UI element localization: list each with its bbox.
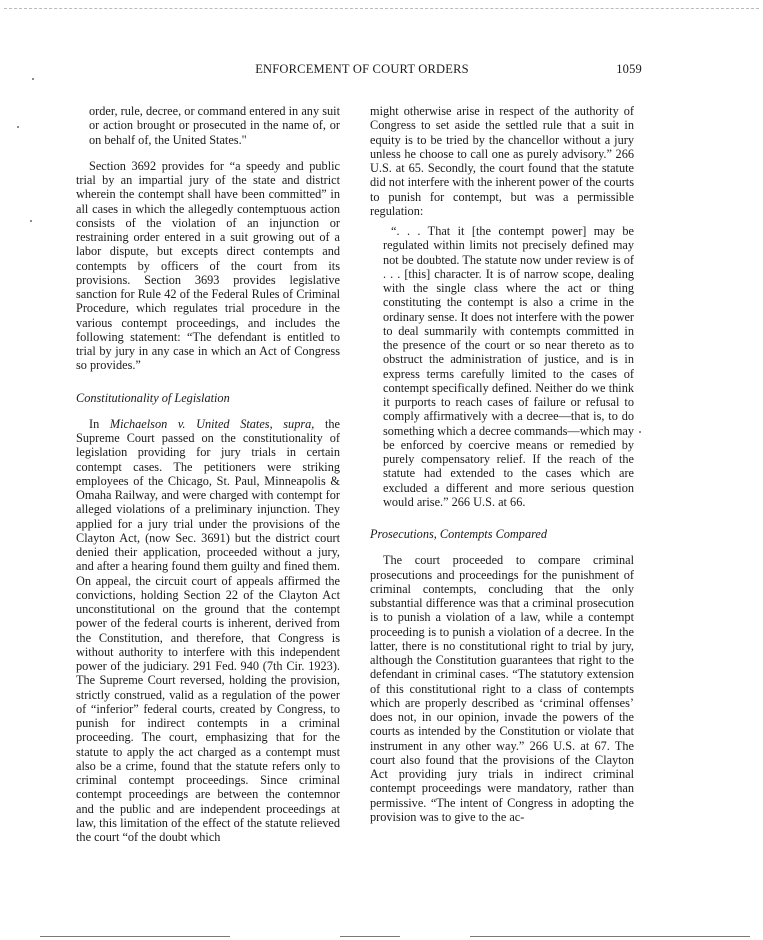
statute-quote-continuation: order, rule, decree, or command entered in any suit or action brought or prosecuted in the name of, or on behalf of, the United States."	[89, 104, 340, 147]
scan-speck	[17, 126, 19, 128]
paragraph-comparison: The court proceeded to compare criminal prosecutions and proceedings for the punishment of criminal contempts, concluding that the only substantial difference was that a criminal prosecution is to punish a violation of a law, while a contempt proceeding is to punish a violation of a decree. In the latter, there is no constitutional right to trial by jury, although the Constitution guarantees that right to the defendant in criminal cases. “The statutory extension of this constitutional right to a class of contempts which are properly described as ‘criminal offenses’ does not, in our opinion, invade the powers of the courts as intended by the Constitution or violate that instrument in any other way.” 266 U.S. at 67. The court also found that the provisions of the Clayton Act providing jury trials in indirect criminal contempt proceedings were mandatory, rather than permissive. “The intent of Congress in adopting the provision was to give to the ac-	[370, 553, 634, 824]
scan-bottom-rule	[470, 936, 750, 937]
block-quote-contempt-power: “. . . That it [the contempt power] may be regulated within limits not precisely defined may not be doubted. The statute now under review is of . . . [this] character. It is of narrow scope, dealing with the single class where the act or thing constituting the contempt is also a crime in the ordinary sense. It does not interfere with the power to deal summarily with contempts committed in the presence of the court or so near thereto as to obstruct the administration of justice, and is in express terms carefully limited to the cases of contempt specifically defined. Neither do we think it purports to reach cases of failure or refusal to comply affirmatively with a decree—that is, to do something which a decree commands—which may be enforced by coercive means or remedied by purely compensatory relief. If the reach of the statute had extended to the cases which are excluded a different and more serious question would arise.” 266 U.S. at 66.	[383, 224, 634, 509]
heading-constitutionality: Constitutionality of Legislation	[76, 390, 230, 405]
page-number: 1059	[616, 62, 642, 76]
paragraph-authority-of-congress: might otherwise arise in respect of the authority of Congress to set aside the settled rule that a suit in equity is to be tried by the chancellor without a jury unless he choose to call one as purely advisory.” 266 U.S. at 65. Secondly, the court found that the statute did not interfere with the inherent power of the courts to punish for contempt, but was a permissible regulation:	[370, 104, 634, 218]
scan-top-border	[4, 8, 759, 9]
case-citation: Michaelson v. United States, supra,	[109, 416, 315, 431]
paragraph-section-3692: Section 3692 provides for “a speedy and public trial by an impartial jury of the state and district wherein the contempt shall have been committed” in all cases in which the allegedly contemptuous action consists of the violation of an injunction or restraining order entered in a suit growing out of a labor dispute, but excepts direct contempts and contempts by officers of the court from its provisions. Section 3693 provides legislative sanction for Rule 42 of the Federal Rules of Criminal Procedure, which regulates trial procedure in the various contempt proceedings, and includes the following statement: “The defendant is entitled to trial by jury in any case in which an Act of Congress so provides.”	[76, 158, 340, 373]
scan-speck	[32, 78, 34, 80]
scan-speck	[30, 220, 32, 222]
left-column	[76, 104, 340, 844]
header-title: ENFORCEMENT OF COURT ORDERS	[255, 62, 469, 76]
right-column	[370, 104, 634, 824]
running-header	[82, 62, 642, 78]
michaelson-lead: In	[89, 416, 110, 431]
michaelson-body: the Supreme Court passed on the constitutionality of legislation providing for jury trials in certain contempt cases. The petitioners were striking employees of the Chicago, St. Paul, Minneapolis & Omaha Railway, and were charged with contempt for alleged violations of a preliminary injunction. They applied for a jury trial under the provisions of the Clayton Act, (now Sec. 3691) but the district court denied their application, proceeded without a jury, and after a hearing found them guilty and fined them. On appeal, the circuit court of appeals affirmed the convictions, holding Section 22 of the Clayton Act unconstitutional on the ground that the contempt power of the federal courts is inherent, derived from the Constitution, and therefore, that Congress is without authority to interfere with this independent power of the judiciary. 291 Fed. 940 (7th Cir. 1923). The Supreme Court reversed, holding the provision, strictly construed, valid as a regulation of the power of “inferior” federal courts, created by Congress, to punish for indirect contempts in a criminal proceeding. The court, emphasizing that for the statute to apply the act charged as a contempt must also be a crime, found that the statute refers only to criminal contempt proceedings. Since criminal contempt proceedings are between the contemnor and the public and are independent proceedings at law, this limitation of the effect of the statute relieved the court “of the doubt which	[76, 416, 341, 844]
scan-bottom-rule	[340, 936, 400, 937]
heading-prosecutions-compared: Prosecutions, Contempts Compared	[370, 527, 548, 541]
scan-speck	[639, 431, 641, 433]
scan-bottom-rule	[40, 936, 230, 937]
paragraph-michaelson	[76, 417, 340, 845]
